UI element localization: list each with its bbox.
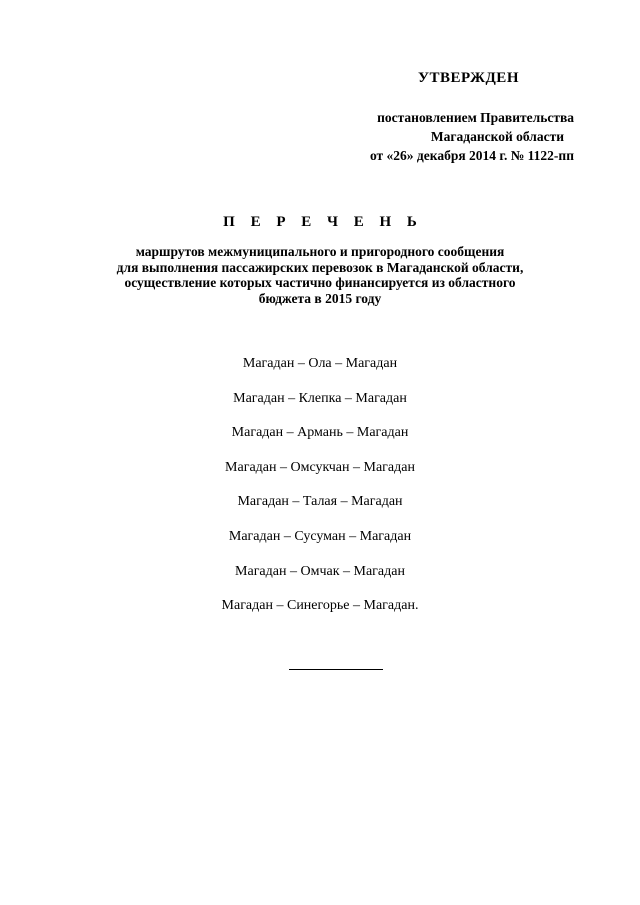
document-subtitle <box>70 244 570 306</box>
route-item: Магадан – Талая – Магадан <box>237 494 403 510</box>
route-item: Магадан – Клепка – Магадан <box>233 390 407 406</box>
route-item: Магадан – Ола – Магадан <box>242 356 398 371</box>
route-item: Магадан – Омчак – Магадан <box>235 563 405 579</box>
approval-decree-line: постановлением Правительства <box>377 110 574 125</box>
approval-block <box>274 108 574 165</box>
route-item: Магадан – Армань – Магадан <box>231 425 409 441</box>
subtitle-line: осуществление которых частично финансируется из областного <box>124 275 516 290</box>
route-item: Магадан – Синегорье – Магадан. <box>221 598 419 614</box>
route-item: Магадан – Омсукчан – Магадан <box>225 459 415 475</box>
document-title: П Е Р Е Ч Е Н Ь <box>223 214 423 230</box>
subtitle-line: маршрутов межмуниципального и пригородного сообщения <box>135 244 505 259</box>
approval-region-line: Магаданской области <box>430 129 564 144</box>
closing-divider <box>289 669 383 670</box>
approval-date-number-line: от «26» декабря 2014 г. № 1122-пп <box>369 148 574 163</box>
route-list <box>0 355 640 632</box>
route-item: Магадан – Сусуман – Магадан <box>228 528 412 544</box>
approval-heading: УТВЕРЖДЕН <box>418 70 519 86</box>
subtitle-line: бюджета в 2015 году <box>258 290 382 306</box>
subtitle-line: для выполнения пассажирских перевозок в Магаданской области, <box>116 259 524 275</box>
